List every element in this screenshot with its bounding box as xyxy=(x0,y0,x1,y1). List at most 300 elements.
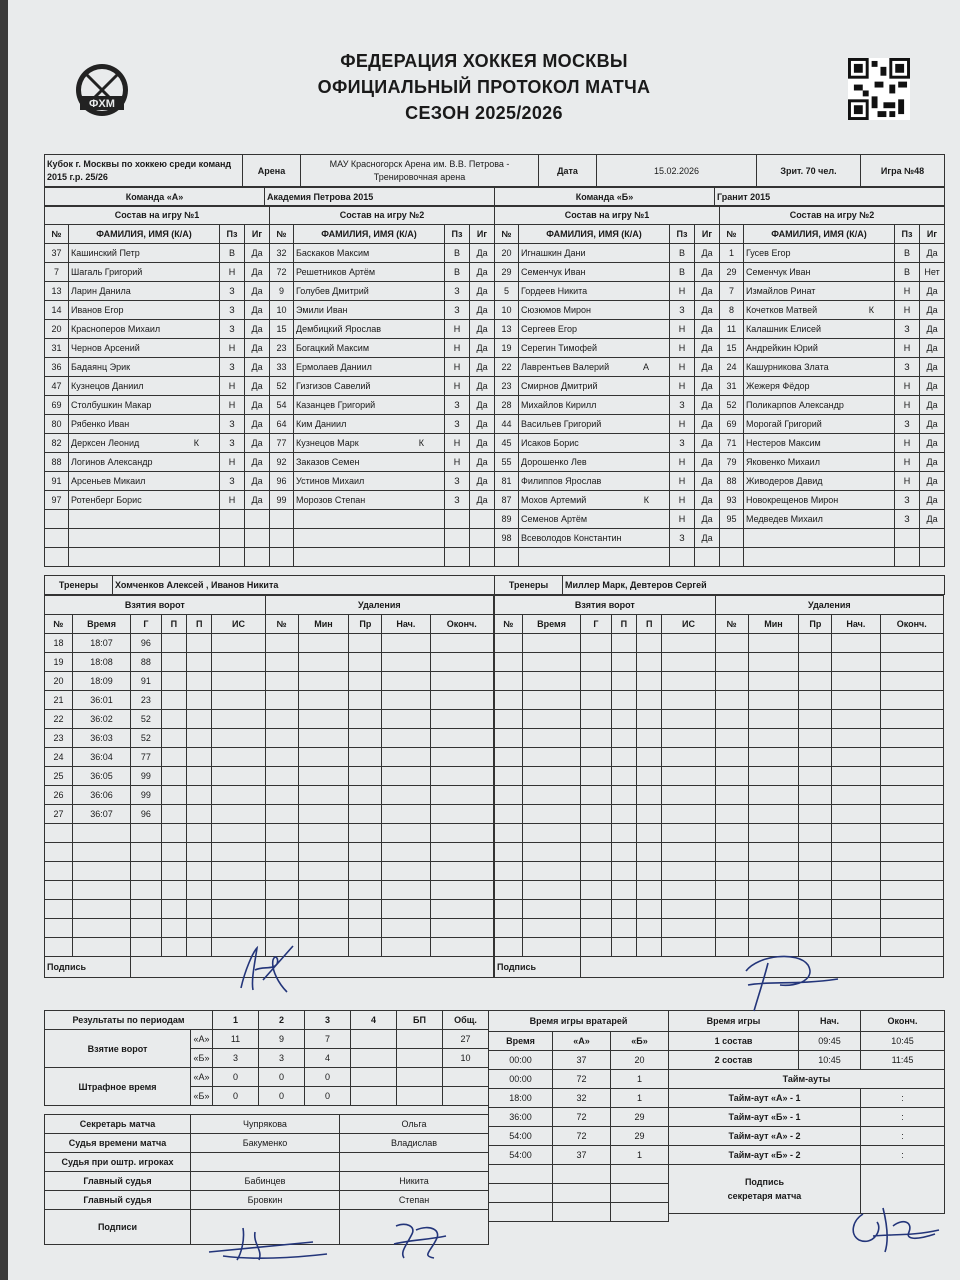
official-first-name: Никита xyxy=(340,1172,489,1191)
goal-scorer: 77 xyxy=(131,748,161,767)
empty-cell xyxy=(799,805,832,824)
empty-cell xyxy=(832,805,880,824)
empty-cell xyxy=(220,529,245,548)
player-name-cell xyxy=(519,510,670,529)
event-row xyxy=(495,843,944,862)
empty-cell xyxy=(294,529,445,548)
empty-cell xyxy=(748,710,799,729)
event-row xyxy=(45,767,494,786)
penalties-section-title: Удаления xyxy=(715,596,943,615)
empty-cell xyxy=(581,653,611,672)
goal-number: 27 xyxy=(45,805,73,824)
player-played: Да xyxy=(920,339,945,358)
roster-row xyxy=(495,510,720,529)
event-row xyxy=(45,843,494,862)
empty-cell xyxy=(581,729,611,748)
official-last-name: Бабинцев xyxy=(191,1172,340,1191)
empty-cell xyxy=(662,843,715,862)
player-position: З xyxy=(670,301,695,320)
signature-label: Подпись xyxy=(495,957,581,978)
number-header: № xyxy=(45,225,69,244)
secretary-sign-line1: Подпись xyxy=(744,1177,785,1187)
player-name-cell xyxy=(519,415,670,434)
roster-row xyxy=(270,301,495,320)
empty-cell xyxy=(265,824,298,843)
event-row xyxy=(45,900,494,919)
player-name: Филиппов Ярослав xyxy=(521,476,602,486)
goalie-a-number: 37 xyxy=(553,1146,611,1165)
player-position: Н xyxy=(220,491,245,510)
roster-row xyxy=(720,377,945,396)
goalie-b-number: 29 xyxy=(611,1127,669,1146)
empty-cell xyxy=(265,900,298,919)
roster-row xyxy=(45,282,270,301)
player-number: 72 xyxy=(270,263,294,282)
empty-cell xyxy=(382,653,430,672)
player-name-wrap xyxy=(296,248,442,258)
empty-cell xyxy=(382,881,430,900)
roster-row xyxy=(495,415,720,434)
empty-cell xyxy=(920,529,945,548)
player-played: Да xyxy=(695,529,720,548)
player-name-cell xyxy=(519,263,670,282)
player-played: Да xyxy=(245,358,270,377)
player-played: Да xyxy=(920,282,945,301)
player-name: Эмили Иван xyxy=(296,305,348,315)
official-first-name: Ольга xyxy=(340,1115,489,1134)
player-number: 69 xyxy=(720,415,744,434)
empty-cell xyxy=(265,805,298,824)
empty-cell xyxy=(611,1203,669,1222)
pen-a-p3: 0 xyxy=(305,1068,351,1087)
player-name: Голубев Дмитрий xyxy=(296,286,369,296)
player-played: Да xyxy=(920,491,945,510)
event-row xyxy=(45,862,494,881)
player-name-wrap xyxy=(521,381,667,391)
player-name-wrap xyxy=(71,457,217,467)
player-position: В xyxy=(445,244,470,263)
roster-row xyxy=(495,339,720,358)
empty-cell xyxy=(430,691,493,710)
period-4-header: 4 xyxy=(351,1011,397,1030)
player-position: З xyxy=(670,529,695,548)
roster-row xyxy=(495,548,720,567)
player-played: Да xyxy=(920,244,945,263)
empty-cell xyxy=(581,919,611,938)
empty-cell xyxy=(187,843,212,862)
empty-cell xyxy=(430,824,493,843)
empty-cell xyxy=(45,881,73,900)
total-header: Общ. xyxy=(443,1011,489,1030)
player-position: З xyxy=(670,434,695,453)
player-played: Да xyxy=(695,396,720,415)
player-name-wrap xyxy=(296,400,442,410)
empty-cell xyxy=(832,919,880,938)
goal-scorer: 52 xyxy=(131,729,161,748)
empty-cell xyxy=(430,634,493,653)
player-name-cell xyxy=(519,320,670,339)
empty-cell xyxy=(611,634,636,653)
player-name-cell xyxy=(744,472,895,491)
player-name: Шагаль Григорий xyxy=(71,267,143,277)
event-row xyxy=(495,710,944,729)
player-played: Да xyxy=(245,377,270,396)
player-played: Да xyxy=(695,491,720,510)
player-number: 7 xyxy=(45,263,69,282)
player-name: Кашурникова Злата xyxy=(746,362,829,372)
player-played: Да xyxy=(695,244,720,263)
empty-cell xyxy=(581,748,611,767)
goals-a-p2: 9 xyxy=(259,1030,305,1049)
secretary-sign-label xyxy=(669,1165,861,1214)
empty-cell xyxy=(430,786,493,805)
player-name-wrap xyxy=(521,438,667,448)
player-number: 1 xyxy=(720,244,744,263)
player-name: Устинов Михаил xyxy=(296,476,365,486)
player-name-cell xyxy=(744,415,895,434)
player-position: Н xyxy=(445,434,470,453)
player-name: Ларин Данила xyxy=(71,286,131,296)
period-3-header: 3 xyxy=(305,1011,351,1030)
signature-label: Подпись xyxy=(45,957,131,978)
goalie-b-number: 1 xyxy=(611,1146,669,1165)
federation-title: ФЕДЕРАЦИЯ ХОККЕЯ МОСКВЫ xyxy=(340,51,628,71)
lineup2-start: 10:45 xyxy=(799,1051,861,1070)
empty-cell xyxy=(382,672,430,691)
player-played: Да xyxy=(695,320,720,339)
player-name-cell xyxy=(294,491,445,510)
player-name: Кочетков Матвей xyxy=(746,305,818,315)
empty-cell xyxy=(187,786,212,805)
player-name: Гордеев Никита xyxy=(521,286,588,296)
event-row xyxy=(45,672,494,691)
empty-cell xyxy=(495,672,523,691)
name-header: ФАМИЛИЯ, ИМЯ (К/А) xyxy=(744,225,895,244)
player-name-cell xyxy=(744,301,895,320)
empty-cell xyxy=(212,900,265,919)
player-played: Да xyxy=(695,472,720,491)
goals-section-title: Взятия ворот xyxy=(495,596,716,615)
player-name-cell xyxy=(744,320,895,339)
empty-cell xyxy=(832,786,880,805)
tournament-name: Кубок г. Москвы по хоккею среди команд 2015 г.р. 25/26 xyxy=(45,155,243,187)
player-name: Андрейкин Юрий xyxy=(746,343,818,353)
empty-cell xyxy=(832,900,880,919)
player-number: 10 xyxy=(495,301,519,320)
empty-cell xyxy=(799,691,832,710)
player-number: 71 xyxy=(720,434,744,453)
empty-cell xyxy=(430,862,493,881)
player-name-cell xyxy=(744,263,895,282)
empty-cell xyxy=(382,919,430,938)
empty-cell xyxy=(744,529,895,548)
player-number: 11 xyxy=(720,320,744,339)
goal-time: 36:05 xyxy=(72,767,130,786)
empty-cell xyxy=(662,938,715,957)
roster-row xyxy=(45,415,270,434)
roster-row xyxy=(720,510,945,529)
pen-a-ot xyxy=(397,1068,443,1087)
roster-row xyxy=(45,377,270,396)
player-number: 37 xyxy=(45,244,69,263)
empty-cell xyxy=(72,881,130,900)
team-b-mark: «Б» xyxy=(191,1049,213,1068)
empty-cell xyxy=(212,843,265,862)
player-name: Поликарпов Александр xyxy=(746,400,844,410)
player-name: Живодеров Давид xyxy=(746,476,823,486)
goalie-change-time: 00:00 xyxy=(489,1070,553,1089)
player-played: Да xyxy=(470,491,495,510)
player-name: Васильев Григорий xyxy=(521,419,602,429)
player-played: Да xyxy=(695,510,720,529)
empty-cell xyxy=(382,824,430,843)
empty-cell xyxy=(245,548,270,567)
event-row xyxy=(495,767,944,786)
player-number: 77 xyxy=(270,434,294,453)
roster-row xyxy=(495,396,720,415)
empty-cell xyxy=(799,767,832,786)
empty-cell xyxy=(637,729,662,748)
player-name: Семенчук Иван xyxy=(746,267,811,277)
player-name: Серегин Тимофей xyxy=(521,343,598,353)
empty-cell xyxy=(880,862,943,881)
player-played: Да xyxy=(470,472,495,491)
game-number: Игра №48 xyxy=(861,155,945,187)
empty-cell xyxy=(382,805,430,824)
player-played: Да xyxy=(920,358,945,377)
player-position: Н xyxy=(895,453,920,472)
player-played: Да xyxy=(695,415,720,434)
empty-cell xyxy=(430,900,493,919)
empty-cell xyxy=(522,672,580,691)
roster-row xyxy=(720,320,945,339)
player-name: Ким Даниил xyxy=(296,419,347,429)
empty-cell xyxy=(265,634,298,653)
empty-cell xyxy=(270,529,294,548)
roster-row xyxy=(45,491,270,510)
empty-cell xyxy=(495,691,523,710)
empty-cell xyxy=(489,1184,553,1203)
event-row xyxy=(45,729,494,748)
player-name-wrap xyxy=(746,324,892,334)
goals-label: Взятие ворот xyxy=(45,1030,191,1068)
empty-cell xyxy=(69,510,220,529)
empty-cell xyxy=(637,900,662,919)
empty-cell xyxy=(220,548,245,567)
empty-cell xyxy=(265,767,298,786)
roster-row xyxy=(270,396,495,415)
player-name: Кузнецов Марк xyxy=(296,438,359,448)
empty-cell xyxy=(522,653,580,672)
player-name: Мохов Артемий xyxy=(521,495,587,505)
player-name-wrap xyxy=(71,267,217,277)
event-row xyxy=(45,748,494,767)
player-name: Казанцев Григорий xyxy=(296,400,376,410)
event-row xyxy=(45,919,494,938)
empty-cell xyxy=(382,729,430,748)
player-name: Столбушкин Макар xyxy=(71,400,152,410)
pen-b-total xyxy=(443,1087,489,1106)
game-time-table xyxy=(668,1010,945,1214)
empty-cell xyxy=(298,748,349,767)
player-name-cell xyxy=(69,396,220,415)
player-name-wrap xyxy=(521,419,667,429)
player-position: В xyxy=(895,244,920,263)
player-name-wrap xyxy=(296,495,442,505)
arena-name: МАУ Красногорск Арена им. В.В. Петрова - Тренировочная арена xyxy=(301,155,539,187)
official-last-name: Бакуменко xyxy=(191,1134,340,1153)
player-name-wrap xyxy=(746,343,892,353)
empty-cell xyxy=(748,748,799,767)
goalie-time-table xyxy=(488,1010,669,1222)
player-name: Измайлов Ринат xyxy=(746,286,816,296)
empty-cell xyxy=(522,900,580,919)
player-position: Н xyxy=(670,472,695,491)
player-played: Да xyxy=(920,377,945,396)
player-played: Да xyxy=(920,510,945,529)
goal-time-header: Время xyxy=(522,615,580,634)
empty-cell xyxy=(265,843,298,862)
empty-cell xyxy=(294,548,445,567)
empty-cell xyxy=(489,1165,553,1184)
player-position: Н xyxy=(670,358,695,377)
player-name-cell xyxy=(69,453,220,472)
goals-b-total: 10 xyxy=(443,1049,489,1068)
roster-row xyxy=(270,339,495,358)
goal-time: 36:02 xyxy=(72,710,130,729)
player-name-cell xyxy=(744,282,895,301)
player-name-wrap xyxy=(71,324,217,334)
player-position: З xyxy=(445,491,470,510)
player-number: 55 xyxy=(495,453,519,472)
empty-cell xyxy=(495,862,523,881)
empty-cell xyxy=(748,786,799,805)
player-number: 97 xyxy=(45,491,69,510)
empty-cell xyxy=(611,843,636,862)
team-names-table xyxy=(44,187,945,207)
player-number: 36 xyxy=(45,358,69,377)
position-header: Пз xyxy=(220,225,245,244)
empty-cell xyxy=(637,672,662,691)
empty-cell xyxy=(161,729,186,748)
empty-cell xyxy=(187,824,212,843)
event-row xyxy=(495,938,944,957)
empty-cell xyxy=(748,729,799,748)
empty-cell xyxy=(495,824,523,843)
player-position: Н xyxy=(445,377,470,396)
empty-cell xyxy=(748,862,799,881)
signature-cell xyxy=(131,957,494,978)
empty-cell xyxy=(212,805,265,824)
pen-a-total xyxy=(443,1068,489,1087)
pen-b-p2: 0 xyxy=(259,1087,305,1106)
player-name: Арсеньев Микаил xyxy=(71,476,146,486)
empty-cell xyxy=(187,881,212,900)
player-position: Н xyxy=(895,434,920,453)
penalty-player-header: № xyxy=(715,615,748,634)
player-number: 23 xyxy=(495,377,519,396)
empty-cell xyxy=(382,938,430,957)
empty-cell xyxy=(662,881,715,900)
empty-cell xyxy=(349,805,382,824)
empty-cell xyxy=(212,672,265,691)
empty-cell xyxy=(637,881,662,900)
goal-number-header: № xyxy=(45,615,73,634)
player-position: З xyxy=(220,282,245,301)
played-header: Иг xyxy=(920,225,945,244)
player-name-wrap xyxy=(746,438,892,448)
empty-cell xyxy=(298,805,349,824)
player-name-wrap xyxy=(71,495,217,505)
empty-cell xyxy=(695,548,720,567)
player-position: Н xyxy=(670,339,695,358)
player-name: Дембицкий Ярослав xyxy=(296,324,382,334)
player-name: Богацкий Максим xyxy=(296,343,370,353)
pen-b-ot xyxy=(397,1087,443,1106)
player-name-wrap xyxy=(71,286,217,296)
player-played: Да xyxy=(245,244,270,263)
empty-cell xyxy=(212,786,265,805)
player-name-wrap xyxy=(521,324,667,334)
empty-cell xyxy=(880,729,943,748)
protocol-sheet xyxy=(8,0,960,1280)
player-name-wrap xyxy=(746,476,892,486)
played-header: Иг xyxy=(245,225,270,244)
roster-row xyxy=(45,244,270,263)
player-number: 22 xyxy=(495,358,519,377)
captain-mark: К xyxy=(418,438,424,448)
empty-cell xyxy=(270,510,294,529)
empty-cell xyxy=(45,862,73,881)
empty-cell xyxy=(495,919,523,938)
player-played: Да xyxy=(695,282,720,301)
empty-cell xyxy=(522,634,580,653)
empty-cell xyxy=(799,824,832,843)
player-name: Медведев Михаил xyxy=(746,514,823,524)
player-played: Да xyxy=(245,434,270,453)
event-row xyxy=(45,710,494,729)
goal-time: 18:07 xyxy=(72,634,130,653)
player-name-wrap xyxy=(71,305,217,315)
empty-cell xyxy=(611,786,636,805)
player-name-cell xyxy=(294,263,445,282)
empty-cell xyxy=(670,548,695,567)
empty-cell xyxy=(611,672,636,691)
season-title: СЕЗОН 2025/2026 xyxy=(405,103,563,123)
empty-cell xyxy=(430,767,493,786)
empty-cell xyxy=(161,748,186,767)
player-played: Да xyxy=(695,301,720,320)
empty-cell xyxy=(161,881,186,900)
player-name-cell xyxy=(69,434,220,453)
event-row xyxy=(495,653,944,672)
empty-cell xyxy=(880,824,943,843)
empty-cell xyxy=(430,672,493,691)
roster-row xyxy=(45,301,270,320)
empty-cell xyxy=(45,548,69,567)
pen-a-p4 xyxy=(351,1068,397,1087)
goal-scorer: 23 xyxy=(131,691,161,710)
roster-row xyxy=(270,434,495,453)
empty-cell xyxy=(637,710,662,729)
empty-cell xyxy=(212,862,265,881)
empty-cell xyxy=(349,767,382,786)
pen-b-p3: 0 xyxy=(305,1087,351,1106)
player-number: 52 xyxy=(720,396,744,415)
team-a-coaches-label: Тренеры xyxy=(45,576,113,595)
empty-cell xyxy=(445,548,470,567)
empty-cell xyxy=(430,729,493,748)
